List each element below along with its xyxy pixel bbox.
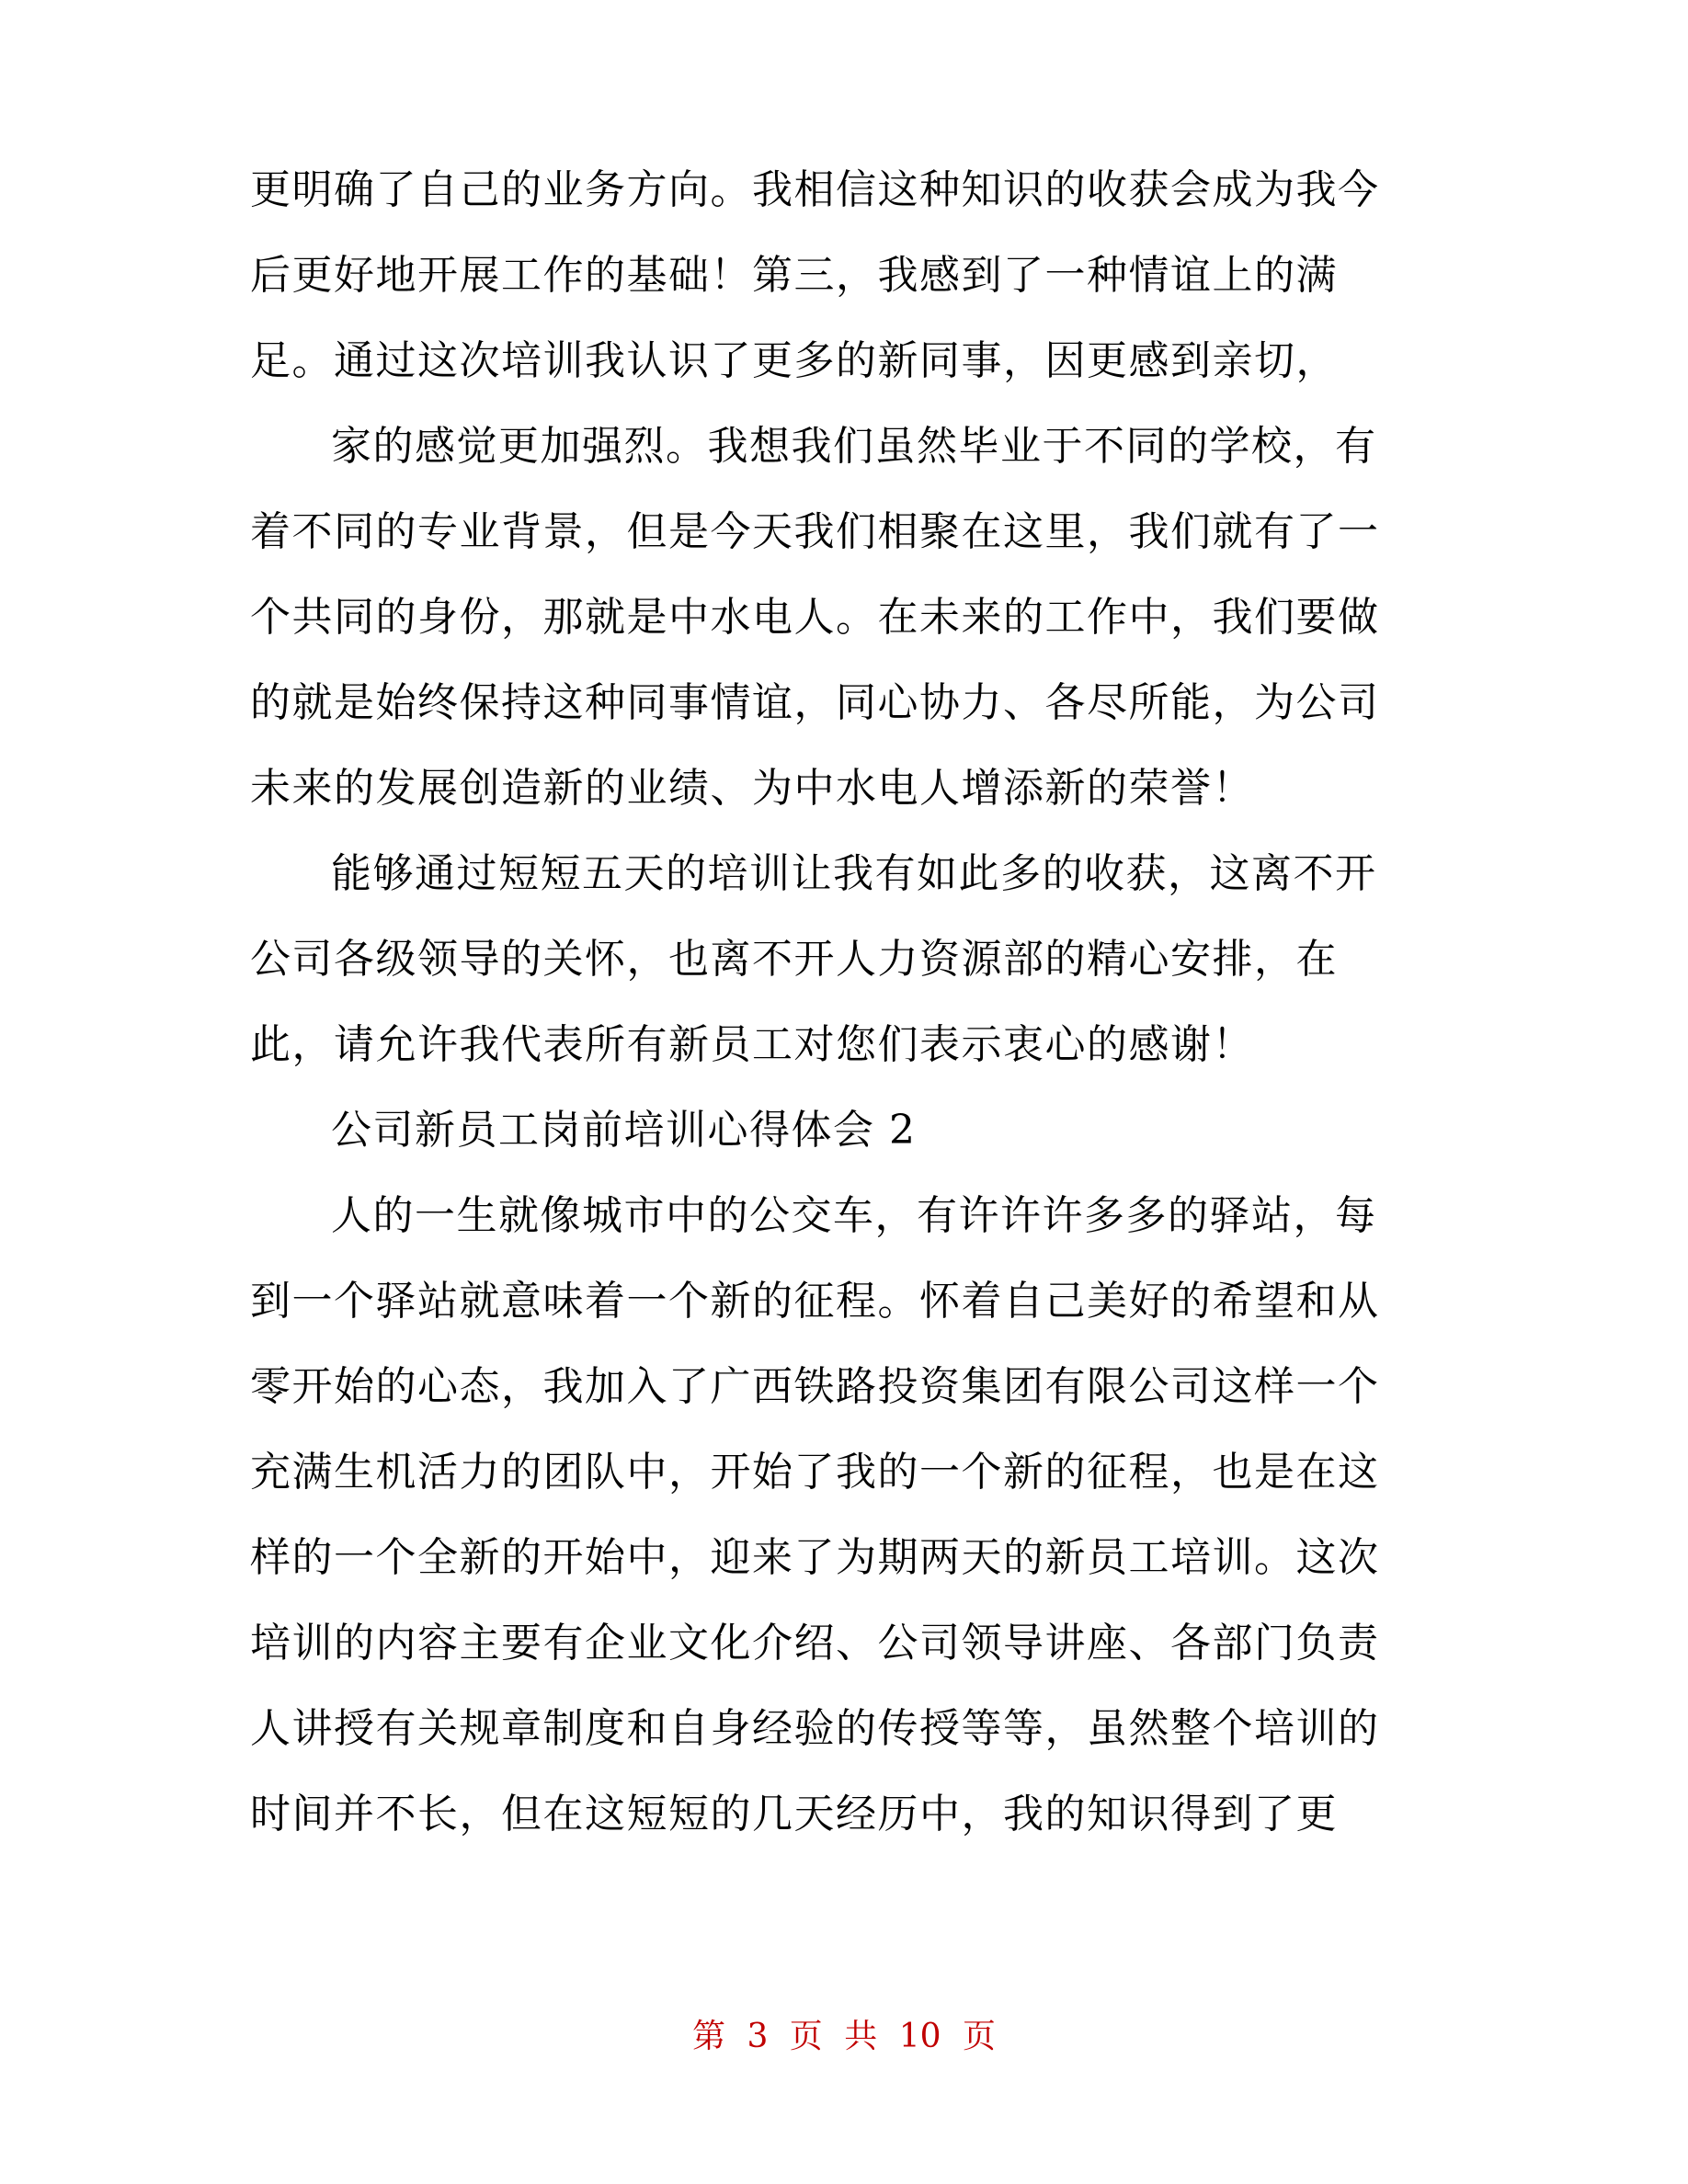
document-body [250, 147, 1445, 1857]
text-line: 后更好地开展工作的基础！第三，我感到了一种情谊上的满 [250, 252, 1338, 299]
text-line: 足。通过这次培训我认识了更多的新同事，因更感到亲切， [250, 337, 1338, 384]
page-number-footer [0, 2015, 1688, 2059]
paragraph-start-line: 家的感觉更加强烈。我想我们虽然毕业于不同的学校，有 [331, 423, 1377, 470]
footer-prefix: 第 [691, 2018, 725, 2055]
text-line: 公司各级领导的关怀，也离不开人力资源部的精心安排，在 [250, 936, 1338, 983]
text-line: 时间并不长，但在这短短的几天经历中，我的知识得到了更 [250, 1791, 1338, 1837]
text-line: 培训的内容主要有企业文化介绍、公司领导讲座、各部门负责 [250, 1620, 1380, 1666]
paragraph-start-line: 人的一生就像城市中的公交车，有许许许多多的驿站，每 [331, 1192, 1377, 1239]
text-line: 着不同的专业背景，但是今天我们相聚在这里，我们就有了一 [250, 508, 1380, 555]
text-line: 未来的发展创造新的业绩、为中水电人增添新的荣誉！ [250, 765, 1254, 812]
footer-total-word: 共 [844, 2018, 878, 2055]
text-line: 个共同的身份，那就是中水电人。在未来的工作中，我们要做 [250, 594, 1380, 641]
footer-page-word: 页 [789, 2018, 823, 2055]
footer-suffix: 页 [963, 2018, 997, 2055]
text-line: 到一个驿站就意味着一个新的征程。怀着自己美好的希望和从 [250, 1278, 1380, 1325]
section-heading: 公司新员工岗前培训心得体会 2 [331, 1107, 917, 1154]
text-line: 样的一个全新的开始中，迎来了为期两天的新员工培训。这次 [250, 1534, 1380, 1581]
paragraph-start-line: 能够通过短短五天的培训让我有如此多的收获，这离不开 [331, 850, 1377, 897]
total-pages-number: 10 [898, 2018, 941, 2055]
text-line: 人讲授有关规章制度和自身经验的传授等等，虽然整个培训的 [250, 1705, 1380, 1752]
text-line: 零开始的心态，我加入了广西铁路投资集团有限公司这样一个 [250, 1363, 1380, 1410]
text-line: 充满生机活力的团队中，开始了我的一个新的征程，也是在这 [250, 1449, 1380, 1496]
text-line: 此，请允许我代表所有新员工对您们表示衷心的感谢！ [250, 1021, 1254, 1068]
text-line: 更明确了自己的业务方向。我相信这种知识的收获会成为我今 [250, 166, 1380, 213]
current-page-number: 3 [747, 2018, 769, 2055]
text-line: 的就是始终保持这种同事情谊，同心协力、各尽所能，为公司 [250, 679, 1380, 726]
